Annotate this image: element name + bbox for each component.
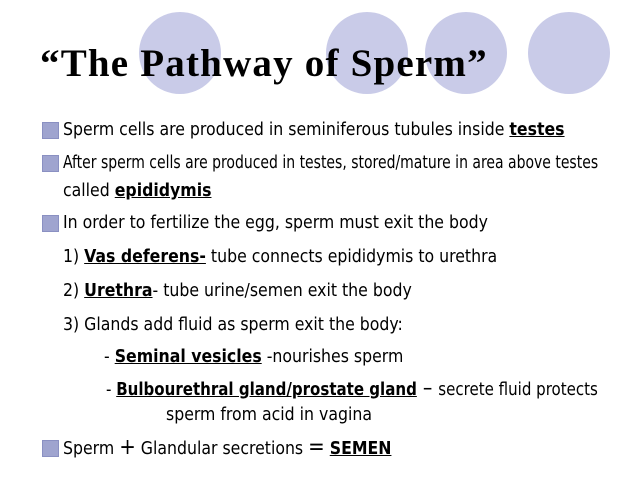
- gland-1: [104, 346, 403, 368]
- equals-sign: =: [308, 435, 325, 460]
- text: called: [63, 181, 115, 201]
- plus-sign: +: [119, 435, 136, 460]
- step-number: 1): [63, 247, 85, 267]
- step-3: [63, 314, 403, 336]
- bullet-line-1: [63, 119, 565, 141]
- term-bulbourethral-prostate: Bulbourethral gland/prostate gland: [116, 380, 417, 400]
- text: Sperm: [63, 439, 120, 459]
- text: 3) Glands add fluid as sperm exit the body:: [63, 315, 403, 335]
- text: After sperm cells are produced in testes, stored/mature in area above testes: [63, 153, 599, 173]
- text: tube connects epididymis to urethra: [205, 247, 498, 267]
- text: -nourishes sperm: [261, 347, 404, 367]
- text: sperm from acid in vagina: [166, 405, 372, 425]
- term-semen: SEMEN: [329, 439, 392, 459]
- text: In order to fertilize the egg, sperm must exit the body: [63, 213, 488, 233]
- bullet-icon: [42, 440, 59, 457]
- slide-title: “The Pathway of Sperm”: [40, 42, 488, 85]
- term-urethra: Urethra: [84, 281, 153, 301]
- bullet-line-4: [63, 437, 391, 460]
- step-1: [63, 246, 497, 268]
- dash: -: [106, 380, 117, 400]
- text: - tube urine/semen exit the body: [152, 281, 412, 301]
- bullet-line-3: [63, 212, 488, 234]
- dash: -: [104, 347, 115, 367]
- gland-2-cont: [166, 404, 372, 426]
- text: Glandular secretions: [135, 439, 309, 459]
- bullet-icon: [42, 215, 59, 232]
- gland-2: [106, 378, 598, 401]
- bullet-icon: [42, 122, 59, 139]
- term-vas-deferens: Vas deferens-: [84, 247, 206, 267]
- decor-circle-4: [528, 12, 610, 94]
- bullet-line-2-cont: [63, 180, 211, 202]
- bullet-line-2: [63, 152, 598, 174]
- text: Sperm cells are produced in seminiferous tubules inside: [63, 120, 510, 140]
- term-seminal-vesicles: Seminal vesicles: [114, 347, 262, 367]
- term-testes: testes: [509, 120, 565, 140]
- bullet-icon: [42, 155, 59, 172]
- text: secrete fluid protects: [438, 380, 598, 400]
- term-epididymis: epididymis: [114, 181, 212, 201]
- step-2: [63, 280, 412, 302]
- en-dash: –: [416, 376, 439, 401]
- step-number: 2): [63, 281, 85, 301]
